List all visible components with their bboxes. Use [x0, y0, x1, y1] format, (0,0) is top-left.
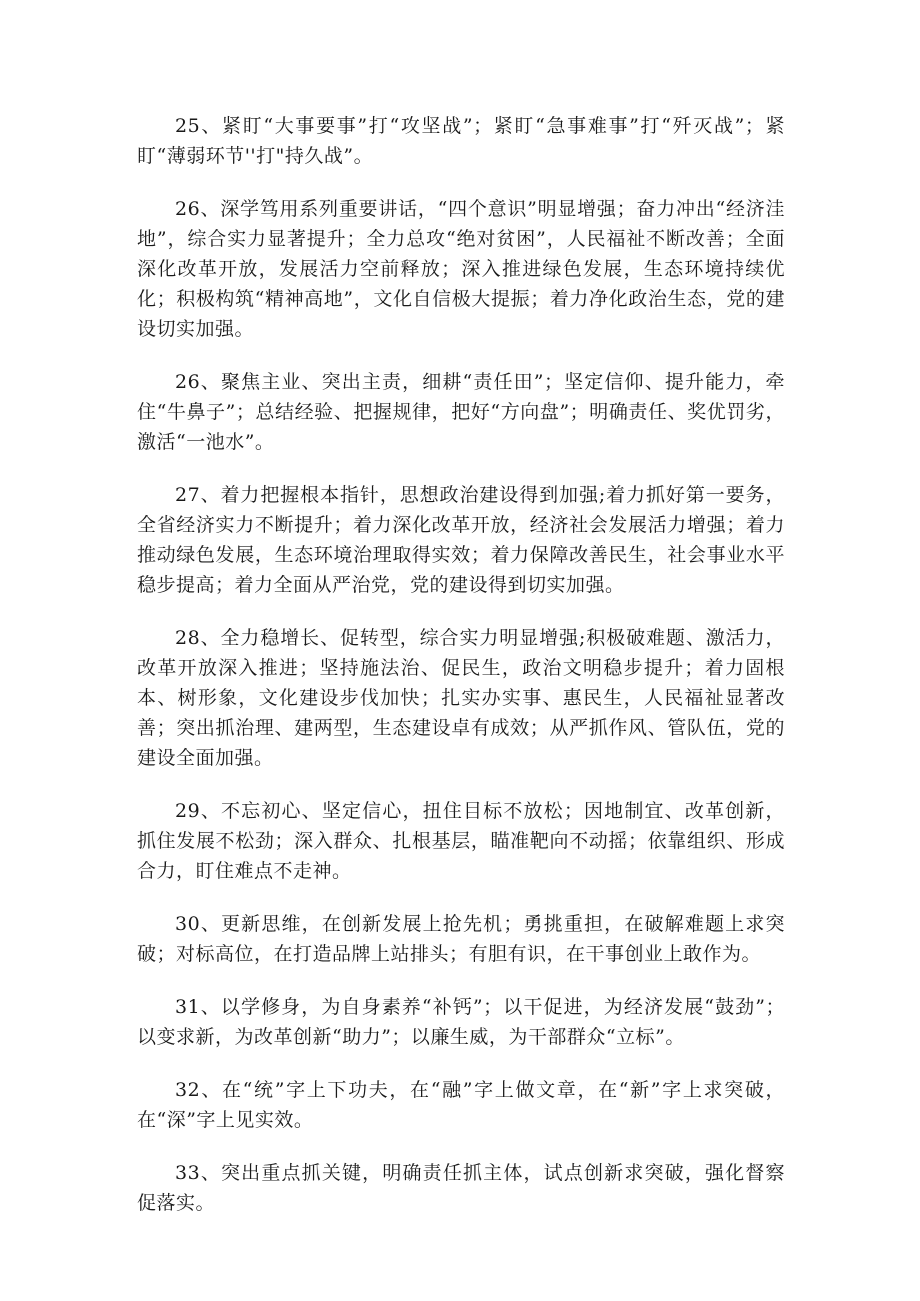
paragraph-25: 25、紧盯“大事要事”打“攻坚战”；紧盯“急事难事”打“歼灭战”；紧盯“薄弱环节''打"持久战”。	[137, 115, 785, 167]
paragraph-30: 30、更新思维，在创新发展上抢先机；勇挑重担，在破解难题上求突破；对标高位，在打造品牌上站排头；有胆有识，在干事创业上敢作为。	[137, 913, 785, 965]
paragraph-33: 33、突出重点抓关键，明确责任抓主体，试点创新求突破，强化督察促落实。	[137, 1162, 785, 1214]
paragraph-32: 32、在“统”字上下功夫，在“融”字上做文章，在“新”字上求突破，在“深”字上见实效。	[137, 1079, 785, 1131]
paragraph-28: 28、全力稳增长、促转型，综合实力明显增强;积极破难题、激活力，改革开放深入推进；坚持施法治、促民生，政治文明稳步提升；着力固根本、树形象，文化建设步伐加快；扎实办实事、惠民生，人民福祉显著改善；突出抓治理、建两型，生态建设卓有成效；从严抓作风、管队伍，党的建设全面加强。	[137, 627, 785, 769]
paragraph-26a: 26、深学笃用系列重要讲话，“四个意识”明显增强；奋力冲出“经济洼地”，综合实力显著提升；全力总攻“绝对贫困”，人民福祉不断改善；全面深化改革开放，发展活力空前释放；深入推进绿色发展，生态环境持续优化；积极构筑“精神高地”，文化自信极大提振；着力净化政治生态，党的建设切实加强。	[137, 198, 785, 340]
paragraph-27: 27、着力把握根本指针，思想政治建设得到加强;着力抓好第一要务，全省经济实力不断提升；着力深化改革开放，经济社会发展活力增强；着力推动绿色发展，生态环境治理取得实效；着力保障改善民生，社会事业水平稳步提高；着力全面从严治党，党的建设得到切实加强。	[137, 484, 785, 596]
paragraph-26b: 26、聚焦主业、突出主责，细耕“责任田”；坚定信仰、提升能力，牵住“牛鼻子”；总结经验、把握规律，把好“方向盘”；明确责任、奖优罚劣，激活“一池水”。	[137, 371, 785, 453]
paragraph-31: 31、以学修身，为自身素养“补钙”；以干促进，为经济发展“鼓劲”；以变求新，为改革创新“助力”；以廉生威，为干部群众“立标”。	[137, 996, 785, 1048]
paragraph-29: 29、不忘初心、坚定信心，扭住目标不放松；因地制宜、改革创新，抓住发展不松劲；深入群众、扎根基层，瞄准靶向不动摇；依靠组织、形成合力，盯住难点不走神。	[137, 800, 785, 882]
document-body	[137, 111, 785, 1241]
